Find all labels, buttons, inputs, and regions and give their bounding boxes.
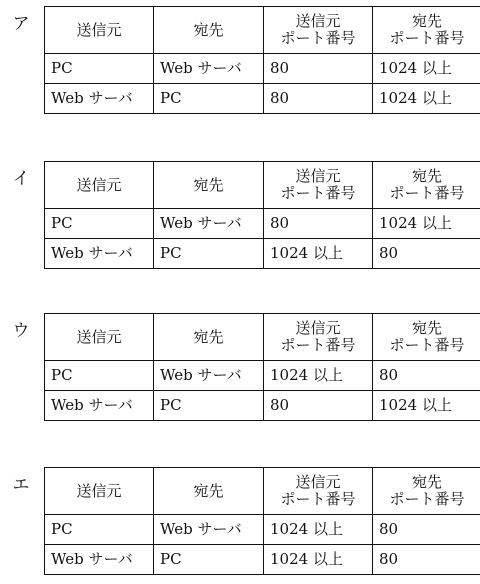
header-source-port	[264, 162, 373, 209]
table-header-row	[45, 468, 480, 515]
cell-destination: PC	[154, 84, 264, 114]
cell-source: Web サーバ	[45, 84, 154, 114]
header-source-port-line2: ポート番号	[280, 336, 356, 354]
header-dest-port-line2: ポート番号	[389, 336, 465, 354]
table-row	[45, 545, 480, 575]
cell-dest-port: 80	[373, 515, 480, 545]
port-table	[44, 161, 480, 269]
header-destination: 宛先	[154, 468, 264, 515]
cell-source-port: 1024 以上	[264, 361, 373, 391]
port-table	[44, 467, 480, 575]
cell-dest-port: 1024 以上	[373, 84, 480, 114]
cell-source-port: 80	[264, 209, 373, 239]
cell-dest-port: 1024 以上	[373, 391, 480, 421]
header-source: 送信元	[45, 468, 154, 515]
cell-source-port: 80	[264, 54, 373, 84]
cell-source-port: 80	[264, 391, 373, 421]
header-source-port-line1: 送信元	[295, 319, 341, 337]
table-header-row	[45, 162, 480, 209]
cell-dest-port: 80	[373, 239, 480, 269]
header-dest-port	[373, 162, 480, 209]
cell-dest-port: 1024 以上	[373, 54, 480, 84]
cell-destination: Web サーバ	[154, 54, 264, 84]
header-dest-port	[373, 468, 480, 515]
option-label: イ	[12, 169, 30, 189]
cell-source-port: 1024 以上	[264, 545, 373, 575]
table-row	[45, 209, 480, 239]
table-row	[45, 239, 480, 269]
cell-source: Web サーバ	[45, 545, 154, 575]
option-a	[0, 0, 480, 117]
cell-dest-port: 80	[373, 545, 480, 575]
option-e	[0, 461, 480, 578]
table-row	[45, 391, 480, 421]
header-destination: 宛先	[154, 314, 264, 361]
table-row	[45, 361, 480, 391]
header-dest-port	[373, 314, 480, 361]
cell-source-port: 1024 以上	[264, 515, 373, 545]
cell-destination: PC	[154, 239, 264, 269]
header-dest-port-line1: 宛先	[411, 319, 442, 337]
header-destination: 宛先	[154, 7, 264, 54]
header-dest-port-line2: ポート番号	[389, 184, 465, 202]
table-row	[45, 54, 480, 84]
header-source-port	[264, 7, 373, 54]
cell-source: PC	[45, 515, 154, 545]
cell-destination: PC	[154, 391, 264, 421]
header-source-port-line2: ポート番号	[280, 184, 356, 202]
table-header-row	[45, 7, 480, 54]
header-source: 送信元	[45, 162, 154, 209]
header-destination: 宛先	[154, 162, 264, 209]
header-source-port	[264, 314, 373, 361]
cell-source: PC	[45, 361, 154, 391]
cell-destination: PC	[154, 545, 264, 575]
table-row	[45, 84, 480, 114]
header-source: 送信元	[45, 7, 154, 54]
header-source-port-line1: 送信元	[295, 12, 341, 30]
header-source-port-line2: ポート番号	[280, 29, 356, 47]
header-dest-port-line1: 宛先	[411, 12, 442, 30]
option-label: ウ	[12, 321, 30, 341]
table-header-row	[45, 314, 480, 361]
option-i	[0, 155, 480, 272]
cell-destination: Web サーバ	[154, 515, 264, 545]
header-source-port-line1: 送信元	[295, 167, 341, 185]
cell-dest-port: 1024 以上	[373, 209, 480, 239]
header-dest-port-line2: ポート番号	[389, 490, 465, 508]
header-dest-port-line1: 宛先	[411, 473, 442, 491]
cell-source-port: 80	[264, 84, 373, 114]
table-row	[45, 515, 480, 545]
cell-dest-port: 80	[373, 361, 480, 391]
header-source: 送信元	[45, 314, 154, 361]
header-source-port	[264, 468, 373, 515]
header-dest-port-line2: ポート番号	[389, 29, 465, 47]
header-source-port-line1: 送信元	[295, 473, 341, 491]
cell-source: Web サーバ	[45, 239, 154, 269]
cell-source: PC	[45, 54, 154, 84]
cell-source: PC	[45, 209, 154, 239]
option-u	[0, 307, 480, 424]
header-source-port-line2: ポート番号	[280, 490, 356, 508]
option-label: エ	[12, 475, 30, 495]
cell-destination: Web サーバ	[154, 209, 264, 239]
cell-source-port: 1024 以上	[264, 239, 373, 269]
header-dest-port-line1: 宛先	[411, 167, 442, 185]
cell-source: Web サーバ	[45, 391, 154, 421]
port-table	[44, 313, 480, 421]
port-table	[44, 6, 480, 114]
cell-destination: Web サーバ	[154, 361, 264, 391]
header-dest-port	[373, 7, 480, 54]
option-label: ア	[12, 14, 30, 34]
